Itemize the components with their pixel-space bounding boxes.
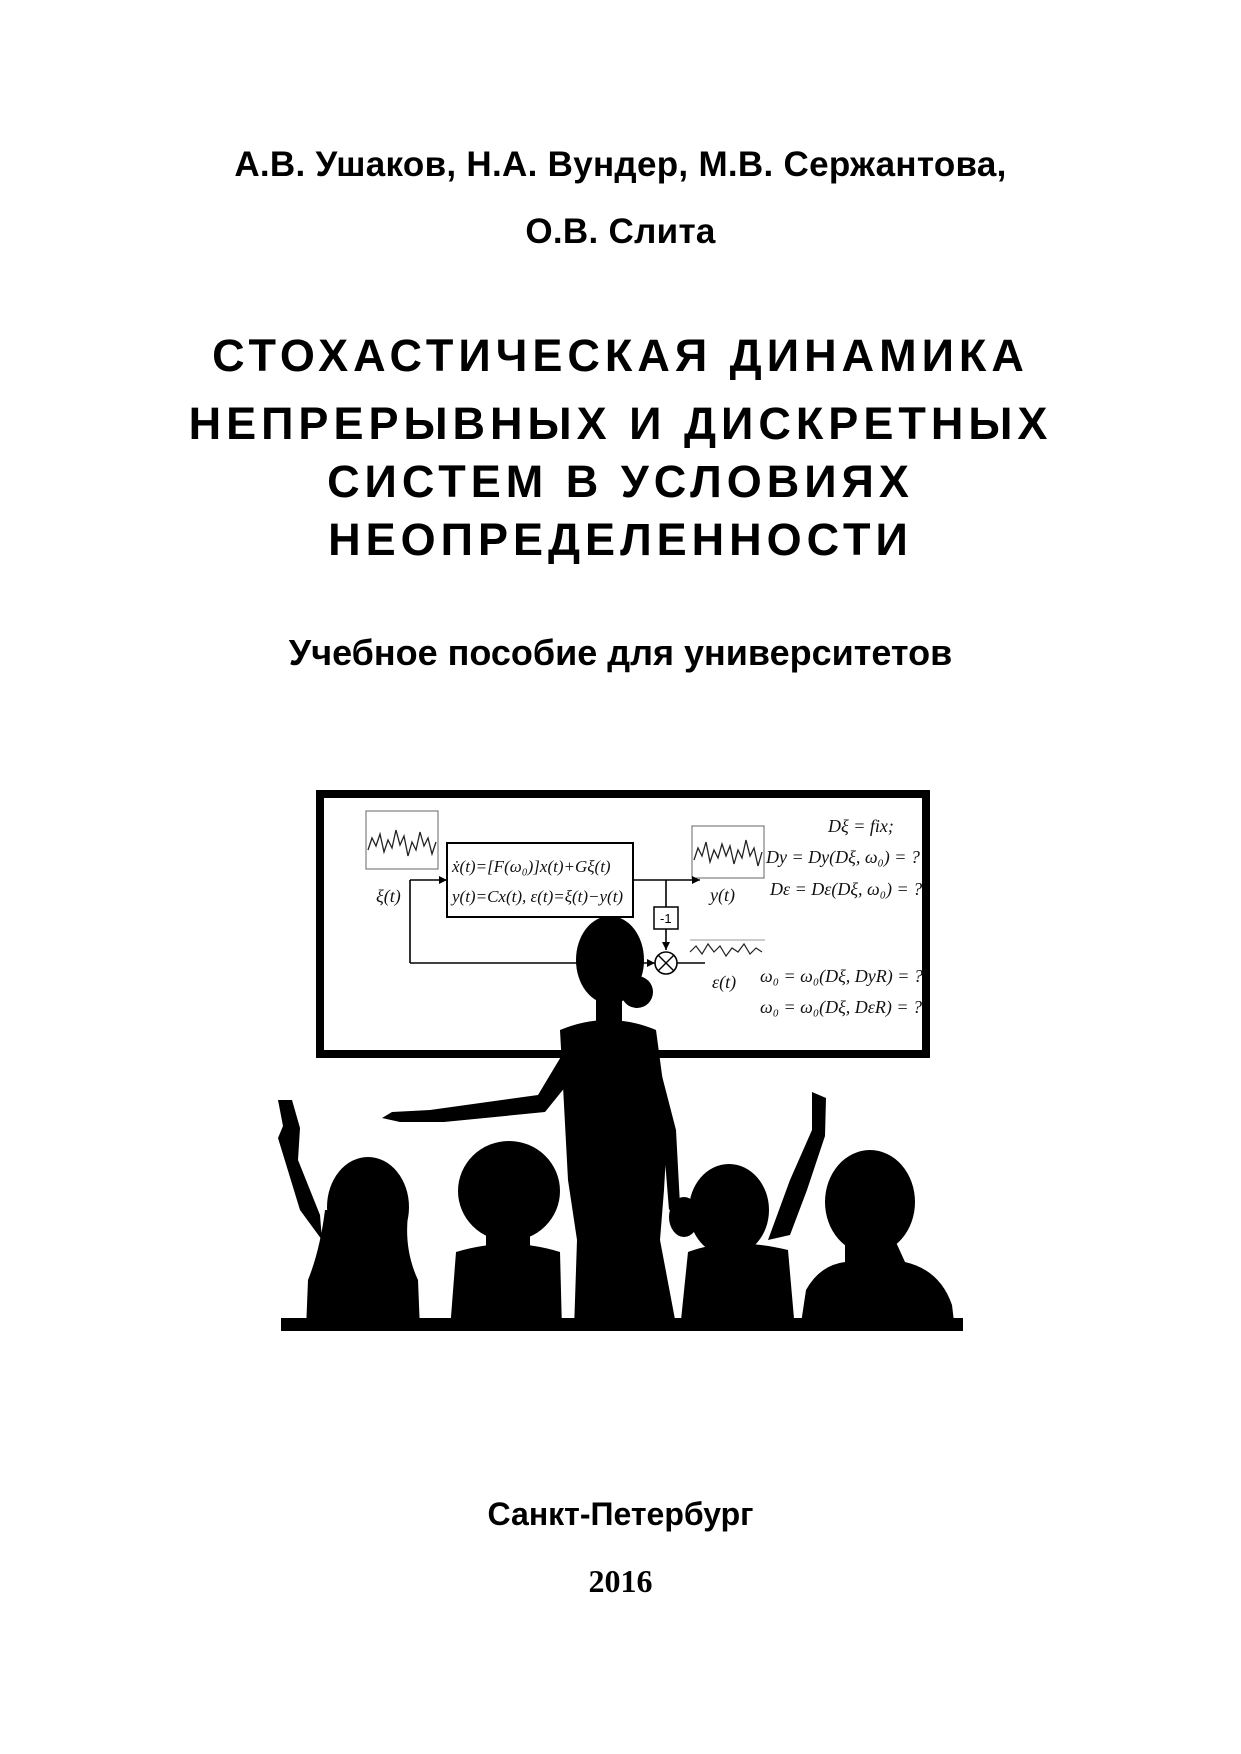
publication-year: 2016 [588, 1563, 653, 1599]
student-4-silhouette [800, 1150, 955, 1330]
input-signal-plot [366, 811, 438, 869]
formula-5: ω₀ = ω₀(Dξ, DεR) = ? [760, 997, 923, 1017]
formula-3: Dε = Dε(Dξ, ω₀) = ? [770, 879, 923, 899]
output-label: y(t) [710, 885, 735, 905]
equation-state: ẋ(t)=[F(ω₀)]x(t)+Gξ(t) [452, 857, 611, 876]
desk [281, 1318, 963, 1331]
title-line-3: СИСТЕМ В УСЛОВИЯХ [327, 456, 914, 507]
output-signal-plot [692, 826, 764, 878]
formula-2: Dy = Dy(Dξ, ω₀) = ? [766, 847, 920, 867]
formula-1: Dξ = fix; [828, 816, 894, 836]
title-line-4: НЕОПРЕДЕЛЕННОСТИ [328, 514, 913, 565]
title-line-1: СТОХАСТИЧЕСКАЯ ДИНАМИКА [212, 330, 1029, 381]
authors-line-2: О.В. Слита [525, 212, 716, 251]
subtitle: Учебное пособие для университетов [288, 632, 953, 673]
gain-label: -1 [660, 911, 672, 926]
title-line-2: НЕПРЕРЫВНЫХ И ДИСКРЕТНЫХ [188, 398, 1053, 449]
publication-city: Санкт-Петербург [487, 1496, 754, 1532]
authors-line-1: А.В. Ушаков, Н.А. Вундер, М.В. Сержантова, [234, 145, 1007, 184]
student-3-silhouette [669, 1092, 826, 1330]
equation-output: y(t)=Cx(t), ε(t)=ξ(t)−y(t) [452, 887, 624, 906]
student-2-silhouette [450, 1141, 562, 1330]
student-1-silhouette [278, 1100, 420, 1330]
summing-junction [655, 952, 677, 974]
input-label: ξ(t) [376, 886, 401, 906]
error-label: ε(t) [712, 972, 737, 992]
formula-4: ω₀ = ω₀(Dξ, DyR) = ? [760, 966, 923, 986]
